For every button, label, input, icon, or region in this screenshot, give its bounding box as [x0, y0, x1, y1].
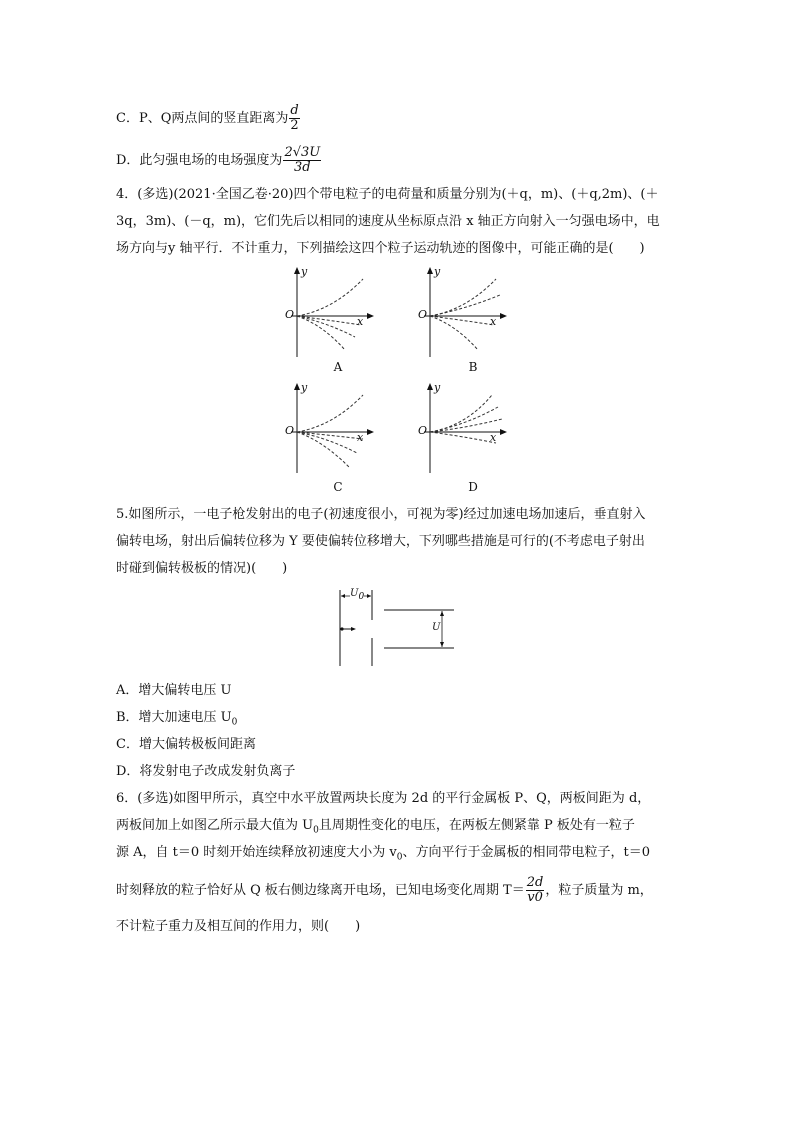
- q4-graph-a-label: A: [333, 360, 343, 374]
- q5-option-a: A．增大偏转电压 U: [116, 683, 232, 698]
- q6-line4-num: 2d: [526, 875, 544, 890]
- q4-graph-a-x-label: x: [357, 315, 364, 328]
- q5-fig-u0-text: U: [350, 588, 359, 599]
- q4-graph-d-origin: O: [418, 424, 428, 437]
- q3-option-c-fraction: [289, 104, 299, 133]
- q6-line2-sub: 0: [313, 825, 319, 836]
- q3-option-d-fraction: [283, 146, 321, 175]
- q6-line5: 不计粒子重力及相互间的作用力，则( ): [116, 919, 361, 934]
- q4-line3: 场方向与y 轴平行．不计重力，下列描绘这四个粒子运动轨迹的图像中，可能正确的是( ): [116, 241, 645, 256]
- q6-line1: 6．(多选)如图甲所示，真空中水平放置两块长度为 2d 的平行金属板 P、Q，两板间距为 d，: [116, 791, 651, 806]
- q5-line2: 偏转电场，射出后偏转位移为 Y 要使偏转位移增大，下列哪些措施是可行的(不考虑电子射出: [116, 534, 645, 549]
- q6-line4-den: v0: [527, 890, 543, 905]
- q6-line2: [116, 817, 635, 840]
- q4-graph-b-x-label: x: [490, 315, 497, 328]
- q5-fig-u0-sub: 0: [358, 592, 365, 602]
- q4-graph-c-origin: O: [285, 424, 295, 437]
- q4-graph-b: [416, 265, 516, 360]
- q6-line3-b: 、方向平行于金属板的相同带电粒子，t＝0: [402, 845, 650, 860]
- q6-line3: [116, 844, 650, 867]
- q5-fig-u0-label: [350, 588, 364, 602]
- q4-graph-a-origin: O: [285, 308, 295, 321]
- q3-option-d-prefix: D．此匀强电场的电场强度为: [116, 153, 283, 168]
- q4-graph-a: [283, 265, 383, 360]
- q4-graph-a-y-label: y: [301, 265, 308, 278]
- q5-option-d: D．将发射电子改成发射负离子: [116, 764, 296, 779]
- q4-graph-b-y-label: y: [434, 265, 441, 278]
- q4-graph-c: [283, 381, 383, 476]
- q4-graph-d-y-label: y: [434, 381, 441, 394]
- q3-option-c: [116, 104, 301, 133]
- q5-option-b-sub: 0: [231, 717, 238, 728]
- q5-fig-u-label: U: [432, 622, 441, 633]
- q5-option-b: [116, 709, 237, 732]
- q4-line2: 3q，3m)、(－q，m)，它们先后以相同的速度从坐标原点沿 x 轴正方向射入一匀强电场中，电: [116, 214, 660, 229]
- q3-option-c-prefix: C．: [116, 111, 139, 126]
- q6-line4: [116, 876, 653, 905]
- q4-graph-d-x-label: x: [490, 431, 497, 444]
- q5-line1: 5.如图所示，一电子枪发射出的电子(初速度很小，可视为零)经过加速电场加速后，垂直射入: [116, 507, 646, 522]
- q3-option-d-den: 3d: [294, 160, 311, 175]
- q6-line4-fraction: [526, 876, 545, 905]
- q4-graph-b-label: B: [468, 360, 478, 374]
- q6-line3-a: 源 A，自 t＝0 时刻开始连续释放初速度大小为 v: [116, 845, 397, 860]
- q6-line3-sub: 0: [396, 852, 403, 863]
- q3-option-d-num: 2√3U: [284, 145, 321, 160]
- q4-graph-d: [416, 381, 516, 476]
- q6-line2-b: 且周期性变化的电压，在两板左侧紧靠 P 板处有一粒子: [318, 818, 635, 833]
- q4-graph-c-label: C: [333, 480, 343, 494]
- q5-line3: 时碰到偏转极板的情况)( ): [116, 561, 288, 576]
- q3-option-c-text: P、Q两点间的竖直距离为: [138, 111, 289, 126]
- q5-option-c: C．增大偏转极板间距离: [116, 737, 256, 752]
- q4-graph-c-x-label: x: [357, 431, 364, 444]
- q3-option-c-num: d: [290, 103, 299, 118]
- q3-option-d: [116, 146, 322, 175]
- q4-graph-c-y-label: y: [301, 381, 308, 394]
- q6-line2-a: 两板间加上如图乙所示最大值为 U: [116, 818, 314, 833]
- q5-electron-gun-diagram: [332, 586, 462, 670]
- q4-graph-b-origin: O: [418, 308, 428, 321]
- q4-line1: 4．(多选)(2021·全国乙卷·20)四个带电粒子的电荷量和质量分别为(＋q，m)、(＋q,2m)、(＋: [116, 187, 659, 202]
- q4-graph-d-label: D: [468, 480, 478, 494]
- q5-option-b-text: B．增大加速电压 U: [116, 710, 232, 725]
- q3-option-c-den: 2: [290, 118, 299, 133]
- q6-line4-b: ，粒子质量为 m，: [545, 883, 653, 898]
- q6-line4-a: 时刻释放的粒子恰好从 Q 板右侧边缘离开电场，已知电场变化周期 T＝: [116, 883, 525, 898]
